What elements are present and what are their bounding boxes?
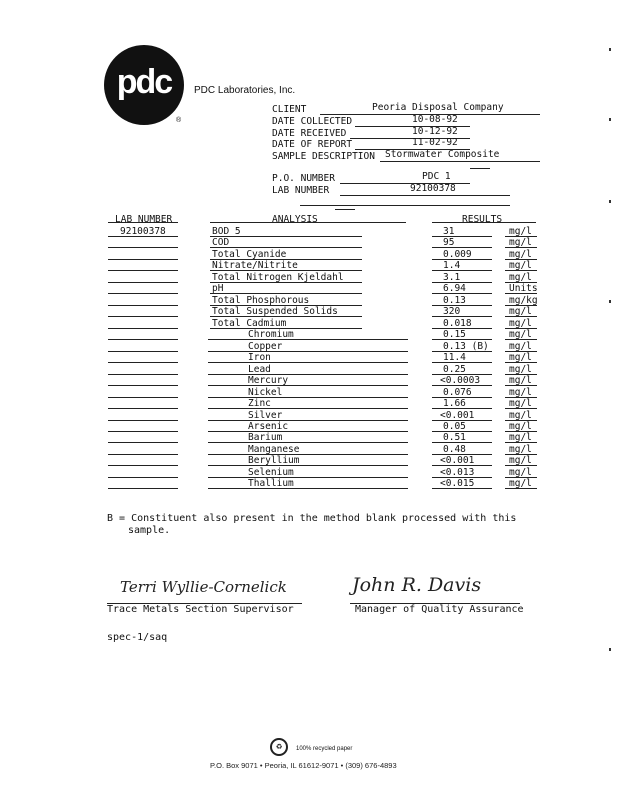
- result-unit: mg/l: [509, 237, 532, 248]
- result-value: 31: [443, 226, 455, 237]
- result-value: 1.4: [443, 260, 461, 271]
- lab-column-rule: [108, 282, 178, 283]
- analysis-name: Selenium: [248, 467, 294, 478]
- analysis-name: COD: [212, 237, 230, 248]
- result-value: 3.1: [443, 272, 461, 283]
- analysis-rule: [208, 431, 408, 432]
- recycle-icon: ♻: [270, 738, 288, 756]
- analysis-rule: [208, 454, 408, 455]
- result-unit: mg/l: [509, 352, 532, 363]
- lab-column-rule: [108, 420, 178, 421]
- analysis-name: Silver: [248, 410, 283, 421]
- result-value: <0.015: [440, 478, 475, 489]
- result-unit: mg/l: [509, 329, 532, 340]
- analysis-name: Chromium: [248, 329, 294, 340]
- date-report-value: 11-02-92: [412, 137, 458, 148]
- analysis-name: Zinc: [248, 398, 271, 409]
- analysis-name: pH: [212, 283, 224, 294]
- result-rule: [432, 247, 492, 248]
- analysis-name: Arsenic: [248, 421, 289, 432]
- client-label: CLIENT: [272, 104, 307, 115]
- result-value: 6.94: [443, 283, 466, 294]
- lab-column-rule: [108, 431, 178, 432]
- unit-rule: [505, 408, 537, 409]
- reference-code: spec-1/saq: [107, 632, 168, 643]
- lab-number-label: LAB NUMBER: [272, 185, 330, 196]
- date-report-label: DATE OF REPORT: [272, 139, 353, 150]
- note-line-2: sample.: [128, 525, 171, 536]
- analysis-name: Total Suspended Solids: [212, 306, 338, 317]
- left-signature: Terri Wyllie-Cornelick: [120, 578, 287, 596]
- lab-number-value: 92100378: [410, 183, 456, 194]
- result-value: <0.001: [440, 455, 475, 466]
- analysis-rule: [208, 351, 408, 352]
- result-unit: Units: [509, 283, 538, 294]
- result-rule: [432, 259, 492, 260]
- lab-column-rule: [108, 442, 178, 443]
- lab-column-rule: [108, 454, 178, 455]
- trace-metals-supervisor-title: Trace Metals Section Supervisor: [107, 604, 294, 615]
- result-unit: mg/l: [509, 375, 532, 386]
- result-unit: mg/l: [509, 364, 532, 375]
- result-unit: mg/l: [509, 421, 532, 432]
- analysis-rule: [208, 488, 408, 489]
- result-value: 0.51: [443, 432, 466, 443]
- lab-column-rule: [108, 408, 178, 409]
- analysis-rule: [208, 408, 408, 409]
- unit-rule: [505, 270, 537, 271]
- analysis-name: Nitrate/Nitrite: [212, 260, 298, 271]
- lab-column-rule: [108, 351, 178, 352]
- analysis-name: Total Cadmium: [212, 318, 287, 329]
- result-unit: mg/l: [509, 387, 532, 398]
- analysis-rule: [208, 442, 408, 443]
- analysis-name: Manganese: [248, 444, 300, 455]
- result-rule: [432, 316, 492, 317]
- analysis-name: Barium: [248, 432, 283, 443]
- analysis-rule: [208, 339, 408, 340]
- analysis-rule: [208, 385, 408, 386]
- result-value: 0.05: [443, 421, 466, 432]
- result-unit: mg/l: [509, 306, 532, 317]
- result-rule: [432, 270, 492, 271]
- footer-address: P.O. Box 9071 • Peoria, IL 61612-9071 • (309) 676-4893: [210, 761, 397, 770]
- pdc-logo: [104, 45, 184, 125]
- po-number-label: P.O. NUMBER: [272, 173, 335, 184]
- result-value: 0.018: [443, 318, 472, 329]
- result-rule: [432, 293, 492, 294]
- result-unit: mg/l: [509, 318, 532, 329]
- analysis-name: Copper: [248, 341, 283, 352]
- result-rule: [432, 362, 492, 363]
- unit-rule: [505, 316, 537, 317]
- result-unit: mg/l: [509, 260, 532, 271]
- result-value: 0.13 (B): [443, 341, 489, 352]
- analysis-rule: [208, 465, 408, 466]
- lab-column-rule: [108, 328, 178, 329]
- date-collected-label: DATE COLLECTED: [272, 116, 353, 127]
- result-value: 0.009: [443, 249, 472, 260]
- result-unit: mg/l: [509, 272, 532, 283]
- logo-text: pdc: [116, 63, 172, 101]
- lab-column-rule: [108, 339, 178, 340]
- unit-rule: [505, 362, 537, 363]
- lab-column-rule: [108, 374, 178, 375]
- result-value: 0.13: [443, 295, 466, 306]
- company-name: PDC Laboratories, Inc.: [194, 85, 296, 96]
- analysis-name: Lead: [248, 364, 271, 375]
- lab-column-rule: [108, 236, 178, 237]
- analysis-name: Beryllium: [248, 455, 300, 466]
- result-value: 0.076: [443, 387, 472, 398]
- right-signature: John R. Davis: [352, 574, 482, 596]
- unit-rule: [505, 293, 537, 294]
- result-value: 320: [443, 306, 461, 317]
- lab-column-rule: [108, 362, 178, 363]
- analysis-name: Total Cyanide: [212, 249, 287, 260]
- analysis-rule: [208, 374, 408, 375]
- date-collected-value: 10-08-92: [412, 114, 458, 125]
- unit-rule: [505, 465, 537, 466]
- registered-mark: ®: [176, 117, 182, 124]
- analysis-name: Mercury: [248, 375, 289, 386]
- unit-rule: [505, 488, 537, 489]
- result-rule: [432, 488, 492, 489]
- result-unit: mg/l: [509, 398, 532, 409]
- analysis-rule: [210, 316, 362, 317]
- result-unit: mg/l: [509, 249, 532, 260]
- unit-rule: [505, 385, 537, 386]
- analysis-rule: [210, 236, 362, 237]
- col-header-results: RESULTS: [462, 214, 503, 225]
- result-rule: [432, 385, 492, 386]
- analysis-name: Nickel: [248, 387, 283, 398]
- lab-column-rule: [108, 270, 178, 271]
- lab-column-rule: [108, 465, 178, 466]
- result-unit: mg/kg: [509, 295, 538, 306]
- result-value: <0.013: [440, 467, 475, 478]
- result-rule: [432, 465, 492, 466]
- result-rule: [432, 442, 492, 443]
- lab-column-rule: [108, 385, 178, 386]
- analysis-rule: [210, 270, 362, 271]
- result-value: <0.0003: [440, 375, 481, 386]
- result-unit: mg/l: [509, 432, 532, 443]
- result-rule: [432, 339, 492, 340]
- lab-column-rule: [108, 247, 178, 248]
- analysis-name: Total Phosphorous: [212, 295, 310, 306]
- result-unit: mg/l: [509, 467, 532, 478]
- lab-column-rule: [108, 259, 178, 260]
- analysis-name: Thallium: [248, 478, 294, 489]
- lab-column-rule: [108, 305, 178, 306]
- recycled-paper-text: 100% recycled paper: [296, 746, 353, 752]
- result-rule: [432, 408, 492, 409]
- po-number-value: PDC 1: [422, 171, 451, 182]
- note-line-1: B = Constituent also present in the method blank processed with this: [107, 513, 517, 524]
- lab-column-rule: [108, 316, 178, 317]
- result-value: 0.48: [443, 444, 466, 455]
- analysis-rule: [210, 293, 362, 294]
- result-value: 1.66: [443, 398, 466, 409]
- lab-column-rule: [108, 397, 178, 398]
- result-value: 95: [443, 237, 455, 248]
- unit-rule: [505, 339, 537, 340]
- result-value: 0.15: [443, 329, 466, 340]
- result-value: 0.25: [443, 364, 466, 375]
- result-value: <0.001: [440, 410, 475, 421]
- analysis-rule: [208, 420, 408, 421]
- date-received-value: 10-12-92: [412, 126, 458, 137]
- result-unit: mg/l: [509, 341, 532, 352]
- analysis-rule: [208, 477, 408, 478]
- lab-column-rule: [108, 488, 178, 489]
- result-unit: mg/l: [509, 226, 532, 237]
- analysis-rule: [210, 282, 362, 283]
- result-rule: [432, 305, 492, 306]
- analysis-rule: [208, 397, 408, 398]
- result-unit: mg/l: [509, 455, 532, 466]
- unit-rule: [505, 442, 537, 443]
- result-unit: mg/l: [509, 410, 532, 421]
- result-unit: mg/l: [509, 478, 532, 489]
- sample-description-value: Stormwater Composite: [385, 149, 500, 160]
- col-header-lab-number: LAB NUMBER: [115, 214, 173, 225]
- analysis-name: BOD 5: [212, 226, 241, 237]
- result-value: 11.4: [443, 352, 466, 363]
- analysis-rule: [210, 247, 362, 248]
- qa-manager-title: Manager of Quality Assurance: [355, 604, 524, 615]
- lab-column-rule: [108, 293, 178, 294]
- analysis-name: Iron: [248, 352, 271, 363]
- result-unit: mg/l: [509, 444, 532, 455]
- result-rule: [432, 236, 492, 237]
- lab-number-cell: 92100378: [120, 226, 166, 237]
- col-header-analysis: ANALYSIS: [272, 214, 318, 225]
- lab-column-rule: [108, 477, 178, 478]
- sample-description-label: SAMPLE DESCRIPTION: [272, 151, 375, 162]
- unit-rule: [505, 247, 537, 248]
- analysis-rule: [208, 362, 408, 363]
- date-received-label: DATE RECEIVED: [272, 128, 347, 139]
- client-value: Peoria Disposal Company: [372, 102, 504, 113]
- analysis-name: Total Nitrogen Kjeldahl: [212, 272, 344, 283]
